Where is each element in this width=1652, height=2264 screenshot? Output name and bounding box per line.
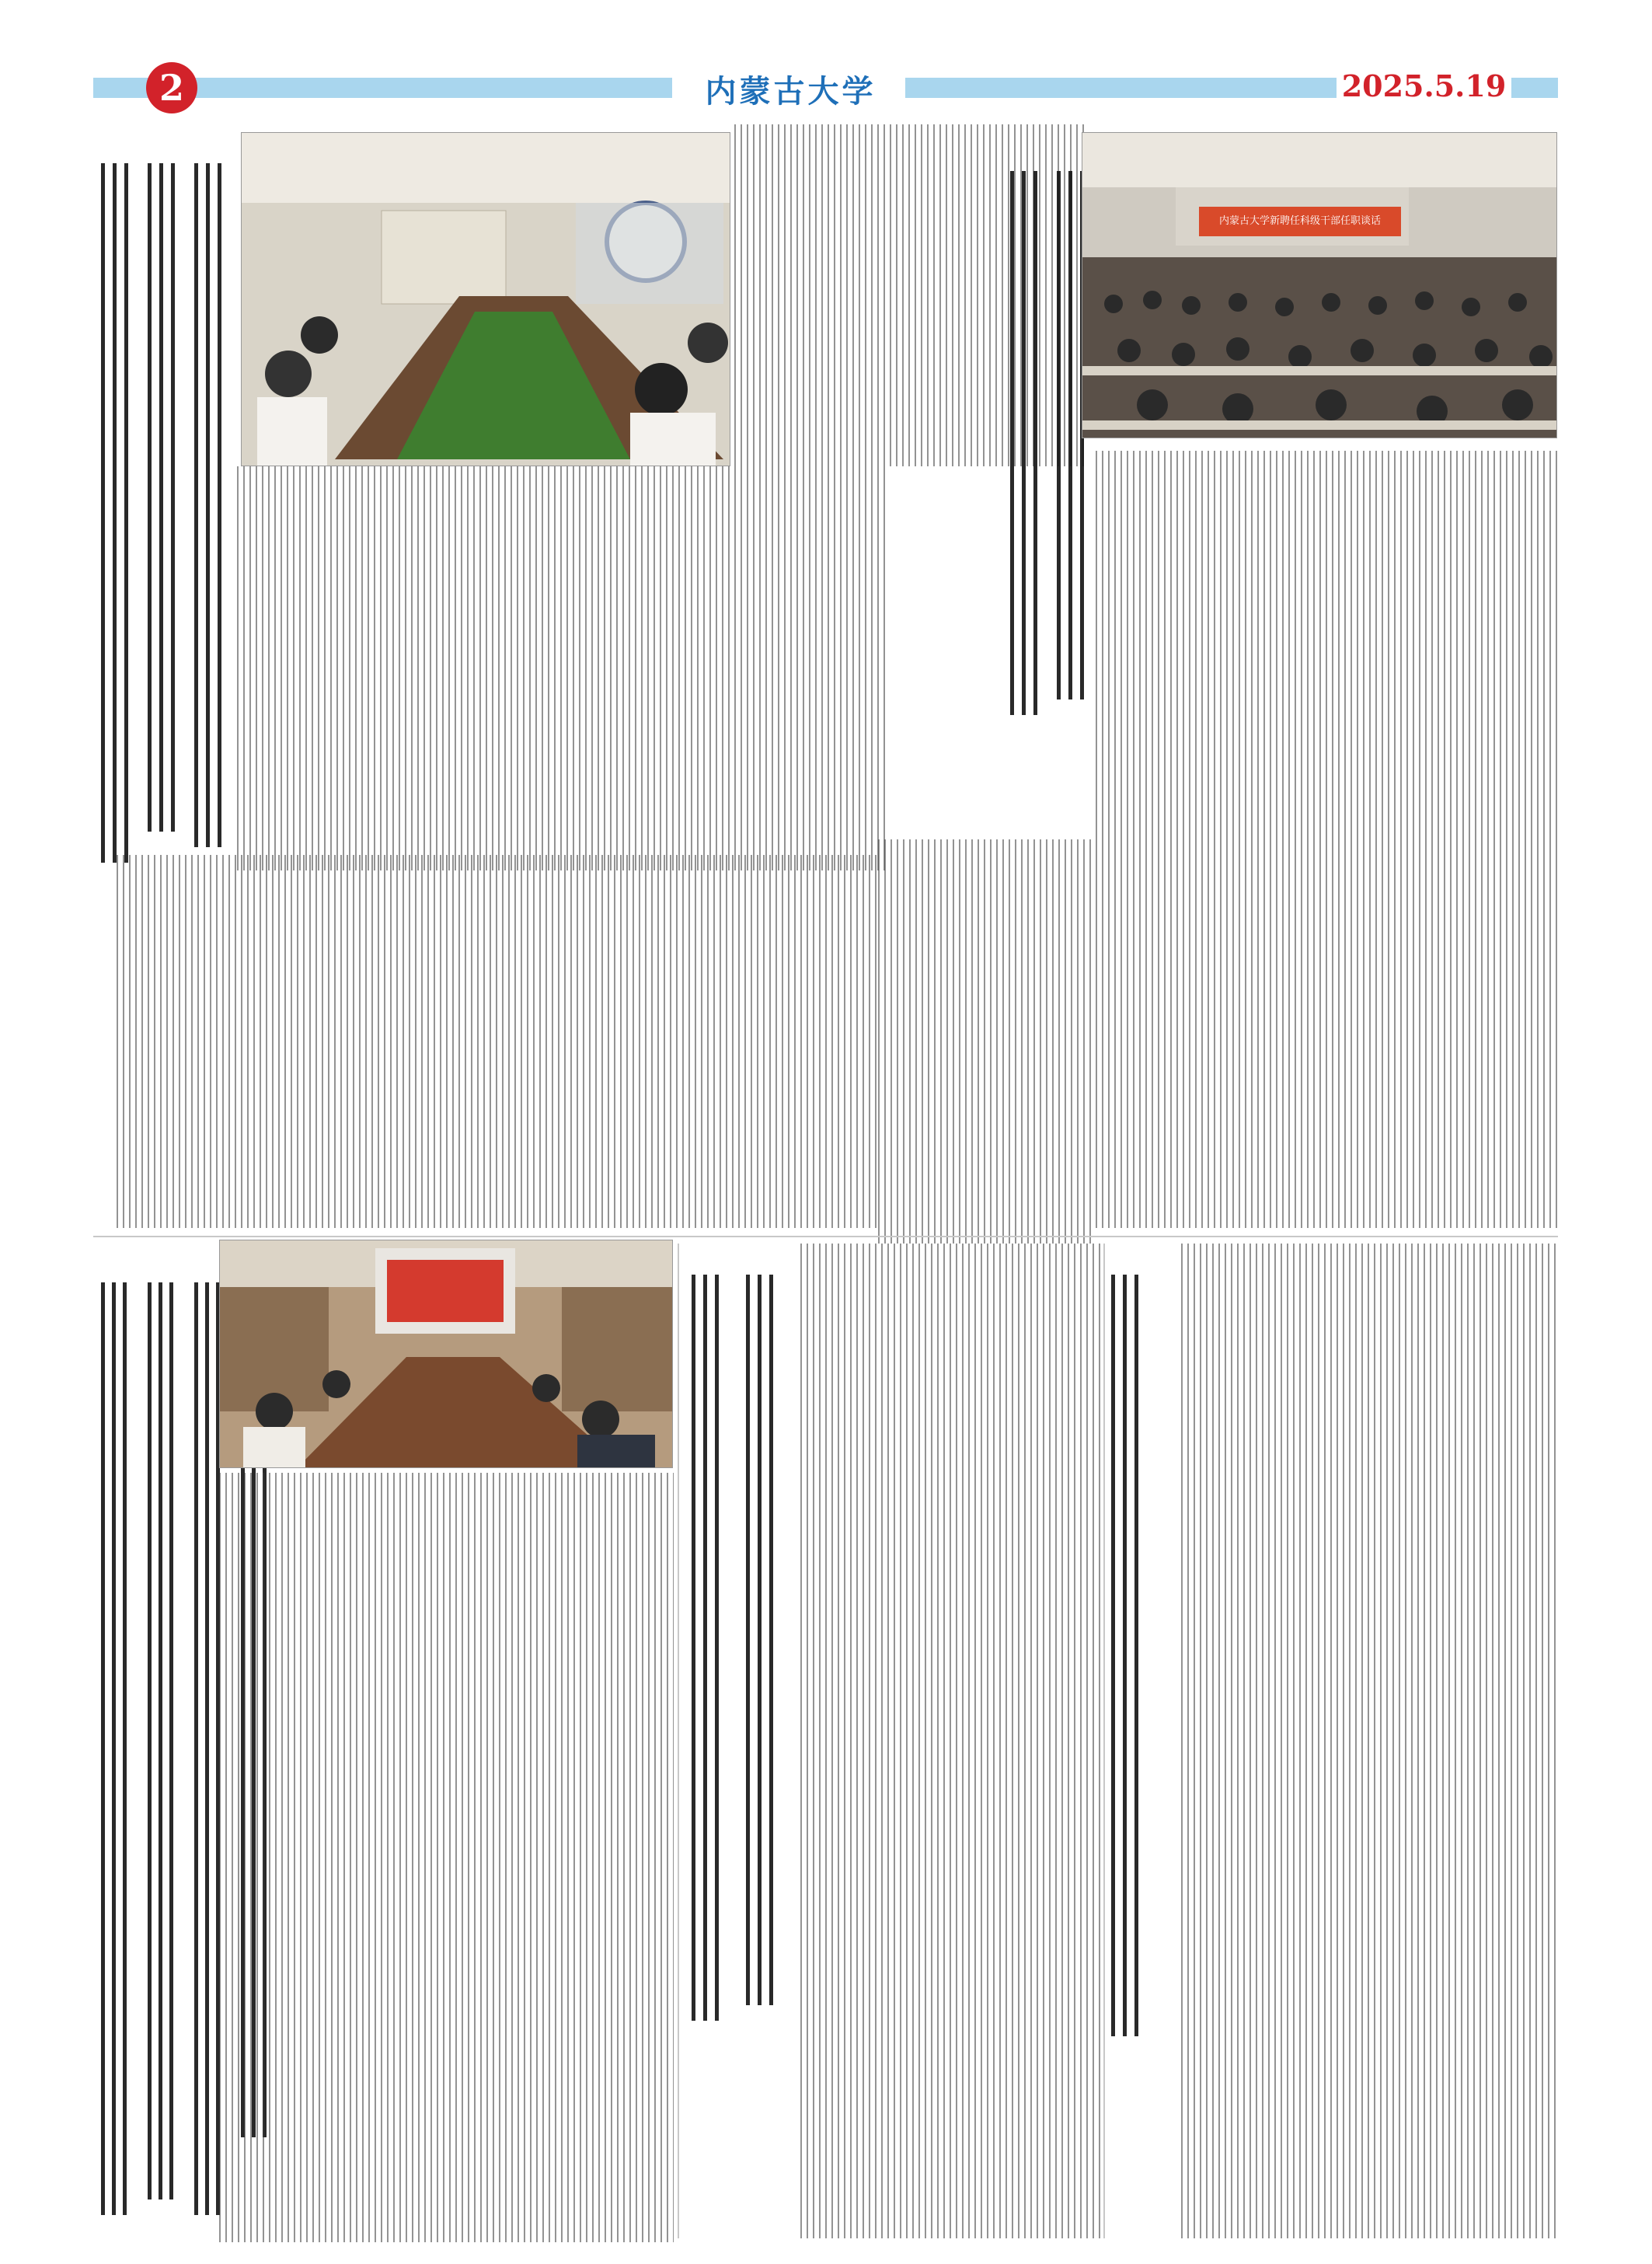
masthead — [0, 0, 1652, 117]
body-text-lines — [117, 855, 878, 1228]
article-lower-left-body — [219, 1473, 674, 2242]
page-number-badge: 2 — [146, 62, 197, 113]
article-upper-left-body — [237, 466, 890, 870]
photo-lecture-hall — [1082, 132, 1557, 438]
headline-column-1 — [1111, 1275, 1145, 2036]
article-upper-left-headline — [93, 163, 237, 878]
newspaper-title: 内蒙古大学 — [705, 73, 877, 110]
headline-column-1 — [101, 163, 135, 863]
issue-date: 2025.5.19 — [1341, 68, 1507, 103]
body-text-lines — [800, 1244, 1103, 2238]
body-text-lines — [878, 839, 1096, 1244]
article-middle-right-body — [878, 839, 1096, 1244]
headline-column-1 — [692, 1275, 726, 2021]
column-divider — [678, 1244, 679, 2238]
photo-meeting-room-table — [241, 132, 730, 466]
headline-column-2 — [148, 1282, 179, 2199]
masthead-band-middle — [905, 78, 1337, 98]
article-lower-middle-body — [800, 1244, 1103, 2238]
article-lower-right-headline — [1111, 1275, 1173, 2052]
article-right-body — [1096, 451, 1558, 1228]
article-middle-left-body — [117, 855, 878, 1228]
body-text-lines — [219, 1473, 674, 2242]
body-text-lines — [1096, 451, 1558, 1228]
headline-column-1 — [101, 1282, 132, 2215]
section-divider — [93, 1236, 1558, 1237]
banner-caption: 内蒙古大学新聘任科级干部任职谈话 — [1218, 215, 1381, 227]
column-divider — [1103, 1244, 1105, 2238]
headline-column-2 — [148, 163, 182, 832]
headline-column-3 — [194, 163, 228, 847]
body-text-lines — [237, 466, 890, 870]
body-text-lines — [1181, 1244, 1558, 2238]
article-lower-right-body — [1181, 1244, 1558, 2238]
headline-column-2 — [746, 1275, 780, 2005]
photo-seminar-room — [219, 1240, 673, 1468]
masthead-band-right — [1511, 78, 1558, 98]
article-lower-middle-headline — [692, 1275, 793, 2052]
headline-column-1 — [1010, 171, 1044, 715]
